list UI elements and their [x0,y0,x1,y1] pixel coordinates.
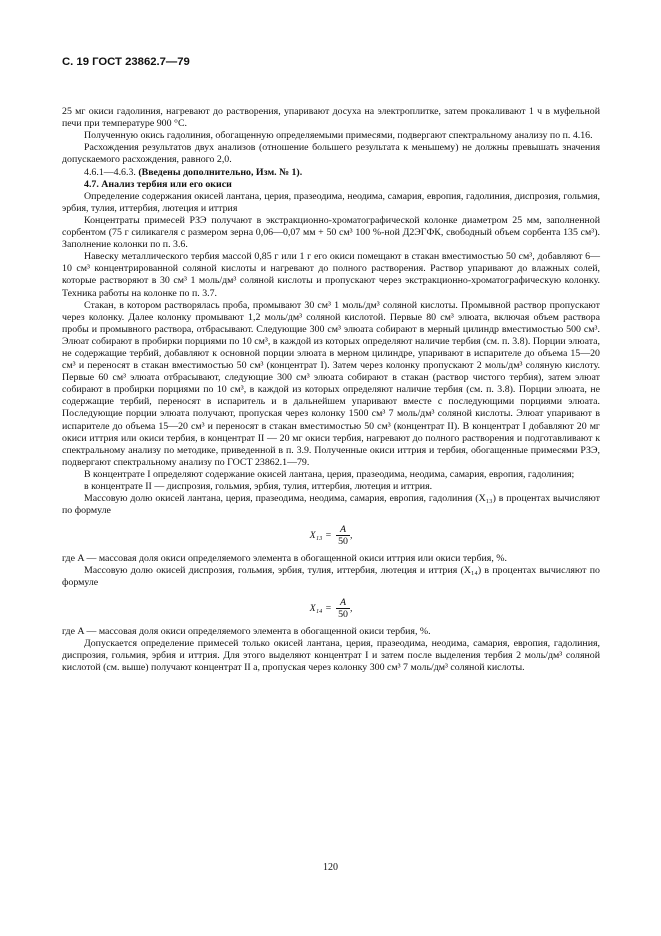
paragraph-concentrate-2: в концентрате II — диспрозия, гольмия, эрбия, тулия, иттербия, лютеция и иттрия. [84,481,433,492]
amendment-range: 4.6.1—4.6.3. [84,166,136,178]
formula-x14-denominator: 50 [338,608,348,620]
paragraph-1: 25 мг окиси гадолиния, нагревают до растворения, упаривают досуха на электроплитке, затем прокаливают 1 ч в муфельной печи при температуре 900 °С. [62,106,600,130]
section-title: 4.7. Анализ тербия или его окиси [84,178,232,190]
page-number: 120 [323,862,338,873]
paragraph-concentrates: Концентраты примесей РЗЭ получают в экстракционно-хроматографической колонке диаметром 25 мм, заполненной сорбентом (75 г силикагеля с размером зерна 0,06—0,07 мм + 50 см³ 100 %-ной Д2ЭГФК, свободный объем сорбента 135 см³). Заполнение колонки по п. 3.6. [62,214,600,251]
paragraph-final: Допускается определение примесей только окисей лантана, церия, празеодима, неодима, самария, европия, гадолиния, диспрозия, гольмия, эрбия и иттрия. Для этого выделяют концентрат I и затем после выделения тербия 2 моль/дм³ соляной кислотой (см. выше) получают концентрат II а, пропуская через колонку 300 см³ 7 моль/дм³ соляной кислоты. [62,637,600,673]
formula-x13-lhs: X₁₃ = [309,530,332,542]
formula-x13 [62,524,600,547]
formula-x14 [62,597,600,620]
paragraph-procedure: Стакан, в котором растворялась проба, промывают 30 см³ 1 моль/дм³ соляной кислоты. Промывной раствор пропускают через колонку. Далее колонку промывают 1,2 моль/дм³ соляной кислотой. Первые 80 см³ элюата, включая объем раствора пробы и промывного раствора, отбрасывают. Следующие 300 см³ элюата собирают в мерный цилиндр вместимостью 500 см³. Элюат собирают в пробирки порциями по 10 см³, в каждой из которых определяют наличие тербия (см. п. 3.8). Порции элюата, не содержащие тербий, добавляют к основной порции элюата в мерном цилиндре, упаривают в испарителе до объема 15—20 см³ и переносят в стакан вместимостью 50 см³ (концентрат I). Затем через колонку пропускают 2 моль/дм³ соляную кислоту. Первые 60 см³ элюата отбрасывают, следующие 300 см³ элюата собирают в стакан (раствор чистого тербия), затем элюат собирают в пробирки порциями по 10 см³, в каждой из которых определяют наличие тербия (см. п. 3.8). Порции элюата, не содержащие тербий, переносят в испаритель и в дальнейшем упаривают вместе с последующими порциями элюата. Последующие порции элюата получают, пропуская через колонку 1500 см³ 7 моль/дм³ соляной кислоты. Элюат упаривают в испарителе до объема 15—20 см³ и переносят в стакан вместимостью 50 см³ (концентрат II). В концентрат I добавляют 20 мг окиси иттрия или окиси тербия, в концентрат II — 20 мг окиси тербия, нагревают до полного растворения и подготавливают к спектральному анализу по методике, приведенной в п. 3.9. Полученные окиси иттрия и тербия, обогащенные примесями РЗЭ, подвергают спектральному анализу по ГОСТ 23862.1—79. [62,299,600,468]
formula-x13-fraction [336,524,353,548]
paragraph-formula-2-intro: Массовую долю окисей диспрозия, гольмия, эрбия, тулия, иттербия, лютеция и иттрия (X₁₄) в процентах вычисляют по формуле [62,565,600,589]
paragraph-scope: Определение содержания окисей лантана, церия, празеодима, неодима, самария, европия, гадолиния, диспрозия, гольмия, эрбия, тулия, иттербия, лютеция и иттрия [62,190,600,214]
paragraph-sample: Навеску металлического тербия массой 0,85 г или 1 г его окиси помещают в стакан вместимостью 50 см³, добавляют 6—10 см³ концентрированной соляной кислоты и нагревают до полного растворения. Раствор упаривают до влажных солей, которые растворяют в 30 см³ 1 моль/дм³ соляной кислоты и пропускают через экстракционно-хроматографическую колонку. Техника работы на колонке по п. 3.7. [62,251,600,299]
formula-1-legend: где A — массовая доля окиси определяемого элемента в обогащенной окиси иттрия или окиси тербия, %. [62,553,507,565]
formula-x13-numerator: A [336,524,350,536]
paragraph-2: Полученную окись гадолиния, обогащенную определяемыми примесями, подвергают спектральному анализу по п. 4.16. [84,130,593,142]
paragraph-formula-1-intro: Массовую долю окисей лантана, церия, празеодима, неодима, самария, европия, гадолиния (X₁₃) в процентах вычисляют по формуле [62,493,600,517]
formula-x14-lhs: X₁₄ = [309,602,332,614]
formula-x14-numerator: A [336,597,350,609]
amendment-text: (Введены дополнительно, Изм. № 1). [138,166,303,178]
formula-x14-tail: , [349,602,353,614]
page-header: С. 19 ГОСТ 23862.7—79 [62,56,190,68]
document-page [62,56,600,674]
paragraph-3: Расхождения результатов двух анализов (отношение большего результата к меньшему) не должны превышать значения допускаемого расхождения, равного 2,0. [62,142,600,166]
paragraph-concentrate-1: В концентрате I определяют содержание окисей лантана, церия, празеодима, неодима, самария, европия, гадолиния; [84,468,575,480]
formula-x14-fraction [336,596,353,620]
formula-x13-denominator: 50 [338,536,348,548]
formula-2-legend: где A — массовая доля окиси определяемого элемента в обогащенной окиси тербия, %. [62,625,431,637]
amendment-note [62,167,600,179]
formula-x13-tail: , [349,530,353,542]
